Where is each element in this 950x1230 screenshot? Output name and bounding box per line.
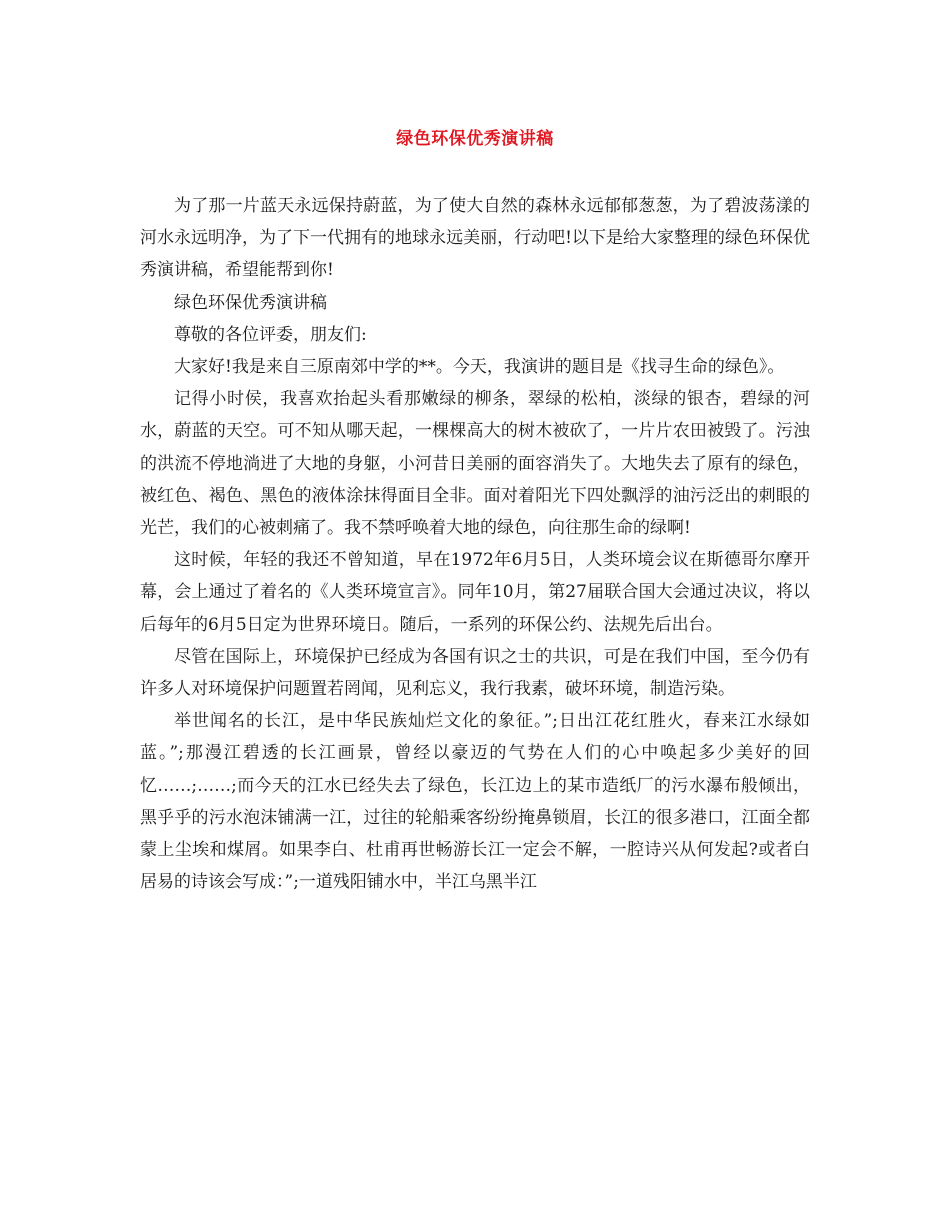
document-body [140, 190, 810, 898]
paragraph-salutation: 尊敬的各位评委，朋友们: [174, 324, 367, 345]
paragraph-history: 这时候，年轻的我还不曾知道，早在1972年6月5日，人类环境会议在斯德哥尔摩开幕，会上通过了着名的《人类环境宣言》。同年10月，第27届联合国大会通过决议，将以后每年的6月5日定为世界环境日。随后，一系列的环保公约、法规先后出台。 [140, 550, 810, 635]
document-title: 绿色环保优秀演讲稿 [396, 129, 554, 149]
paragraph-consensus: 尽管在国际上，环境保护已经成为各国有识之士的共识，可是在我们中国，至今仍有许多人对环境保护问题置若罔闻，见利忘义，我行我素，破坏环境，制造污染。 [140, 646, 810, 700]
paragraph-yangtze: 举世闻名的长江，是中华民族灿烂文化的象征。”;日出江花红胜火，春来江水绿如蓝。”;那漫江碧透的长江画景，曾经以豪迈的气势在人们的心中唤起多少美好的回忆……;……;而今天的江水已经失去了绿色，长江边上的某市造纸厂的污水瀑布般倾出，黑乎乎的污水泡沫铺满一江，过往的轮船乘客纷纷掩鼻锁眉，长江的很多港口，江面全都蒙上尘埃和煤屑。如果李白、杜甫再世畅游长江一定会不解，一腔诗兴从何发起?或者白居易的诗该会写成：”;一道残阳铺水中，半江乌黑半江 [140, 711, 810, 893]
paragraph-childhood: 记得小时侯，我喜欢抬起头看那嫩绿的柳条，翠绿的松柏，淡绿的银杏，碧绿的河水，蔚蓝的天空。可不知从哪天起，一棵棵高大的树木被砍了，一片片农田被毁了。污浊的洪流不停地淌进了大地的身躯，小河昔日美丽的面容消失了。大地失去了原有的绿色，被红色、褐色、黑色的液体涂抹得面目全非。面对着阳光下四处飘浮的油污泛出的刺眼的光芒，我们的心被刺痛了。我不禁呼唤着大地的绿色，向往那生命的绿啊! [140, 389, 810, 539]
paragraph-intro: 为了那一片蓝天永远保持蔚蓝，为了使大自然的森林永远郁郁葱葱，为了碧波荡漾的河水永远明净，为了下一代拥有的地球永远美丽，行动吧!以下是给大家整理的绿色环保优秀演讲稿，希望能帮到你! [140, 196, 810, 281]
paragraph-subtitle: 绿色环保优秀演讲稿 [174, 292, 327, 313]
paragraph-greeting: 大家好!我是来自三原南郊中学的**。今天，我演讲的题目是《找寻生命的绿色》。 [174, 357, 785, 378]
